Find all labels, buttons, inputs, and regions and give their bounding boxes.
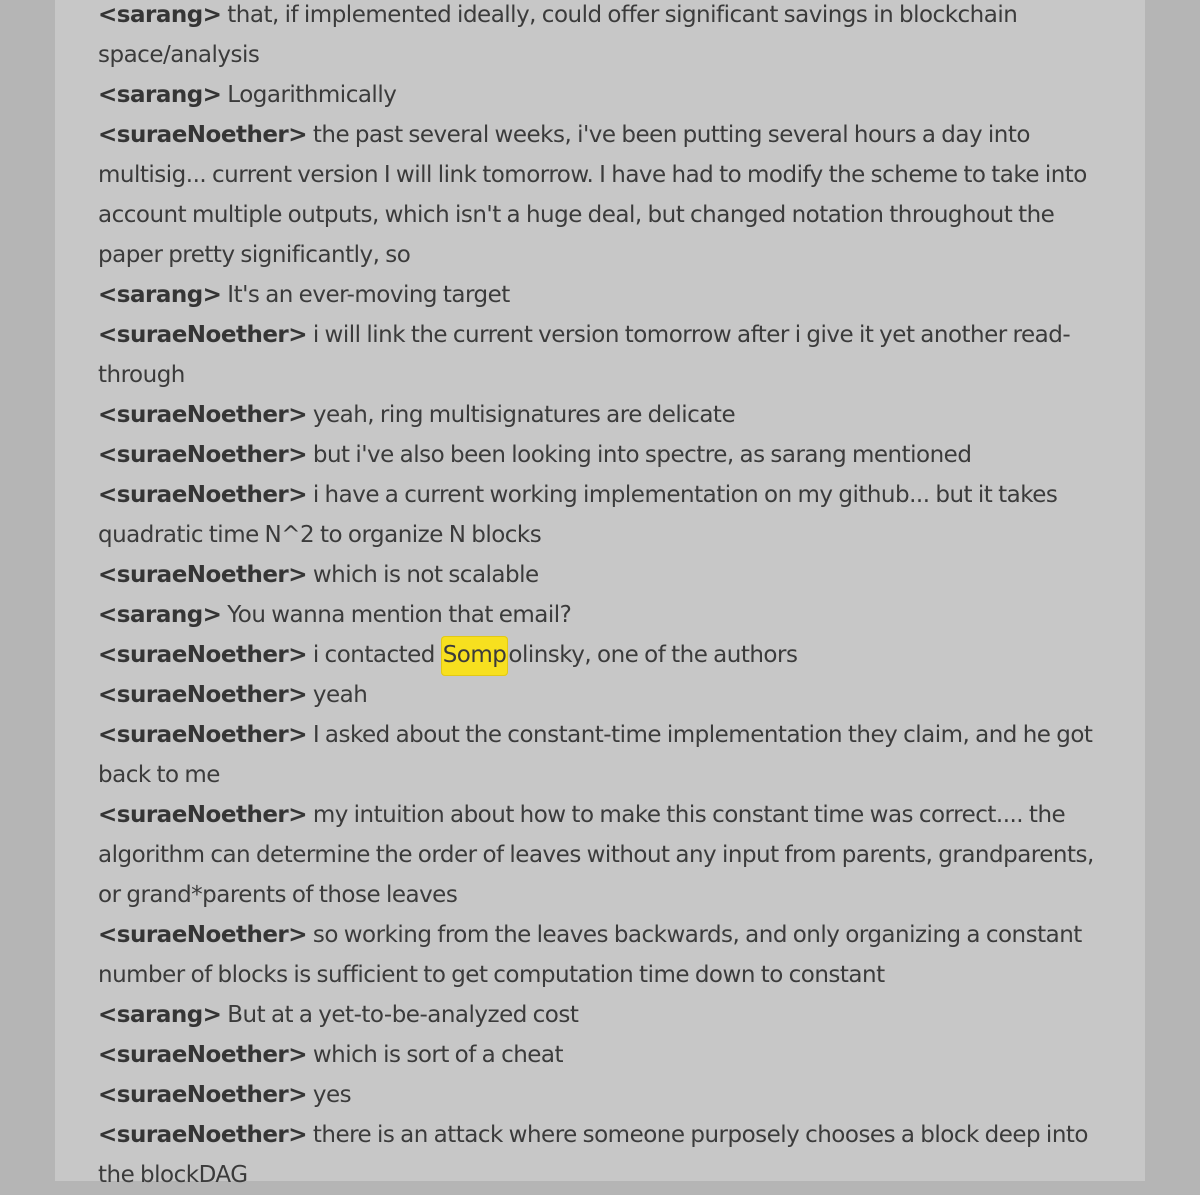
nick: <sarang> xyxy=(98,1002,222,1028)
nick: <suraeNoether> xyxy=(98,682,308,708)
chat-line xyxy=(98,0,1108,75)
nick: <suraeNoether> xyxy=(98,322,308,348)
message: But at a yet-to-be-analyzed cost xyxy=(221,1002,579,1028)
chat-line xyxy=(98,995,1108,1035)
chat-line xyxy=(98,1035,1108,1075)
message: that, if implemented ideally, could offer significant savings in blockchain space/analysis xyxy=(98,2,1018,68)
nick: <sarang> xyxy=(98,602,222,628)
chat-line xyxy=(98,635,1108,675)
nick: <suraeNoether> xyxy=(98,642,308,668)
message: my intuition about how to make this constant time was correct.... the algorithm can determine the order of leaves without any input from parents, grandparents, or grand*parents of those leaves xyxy=(98,802,1094,908)
chat-line xyxy=(98,595,1108,635)
message: which is sort of a cheat xyxy=(307,1042,564,1068)
chat-log xyxy=(98,0,1108,1195)
nick: <suraeNoether> xyxy=(98,922,308,948)
nick: <suraeNoether> xyxy=(98,722,308,748)
nick: <suraeNoether> xyxy=(98,122,308,148)
chat-line xyxy=(98,315,1108,395)
message: i contacted xyxy=(307,642,441,668)
nick: <suraeNoether> xyxy=(98,442,308,468)
nick: <suraeNoether> xyxy=(98,402,308,428)
message: yeah xyxy=(307,682,368,708)
chat-line xyxy=(98,915,1108,995)
chat-line xyxy=(98,795,1108,915)
chat-line xyxy=(98,555,1108,595)
chat-line xyxy=(98,715,1108,795)
chat-line xyxy=(98,275,1108,315)
message: It's an ever-moving target xyxy=(221,282,510,308)
chat-line xyxy=(98,1115,1108,1195)
message: yes xyxy=(307,1082,352,1108)
nick: <suraeNoether> xyxy=(98,802,308,828)
page-content xyxy=(55,0,1145,1188)
message: You wanna mention that email? xyxy=(221,602,572,628)
message: which is not scalable xyxy=(307,562,539,588)
message: yeah, ring multisignatures are delicate xyxy=(307,402,736,428)
nick: <sarang> xyxy=(98,82,222,108)
chat-line xyxy=(98,675,1108,715)
message: so working from the leaves backwards, and only organizing a constant number of blocks is sufficient to get computation time down to constant xyxy=(98,922,1082,988)
message: i will link the current version tomorrow after i give it yet another read-through xyxy=(98,322,1071,388)
message: I asked about the constant-time implementation they claim, and he got back to me xyxy=(98,722,1093,788)
nick: <suraeNoether> xyxy=(98,1082,308,1108)
nick: <sarang> xyxy=(98,282,222,308)
chat-line xyxy=(98,1075,1108,1115)
search-highlight: Somp xyxy=(441,636,509,676)
nick: <suraeNoether> xyxy=(98,1122,308,1148)
chat-line xyxy=(98,115,1108,275)
nick: <suraeNoether> xyxy=(98,562,308,588)
nick: <suraeNoether> xyxy=(98,482,308,508)
nick: <sarang> xyxy=(98,2,222,28)
nick: <suraeNoether> xyxy=(98,1042,308,1068)
message-continuation: olinsky, one of the authors xyxy=(508,642,798,668)
chat-line xyxy=(98,435,1108,475)
chat-line xyxy=(98,75,1108,115)
message: the past several weeks, i've been putting several hours a day into multisig... current version I will link tomorrow. I have had to modify the scheme to take into account multiple outputs, which isn't a huge deal, but changed notation throughout the paper pretty significantly, so xyxy=(98,122,1087,268)
message: there is an attack where someone purposely chooses a block deep into the blockDAG xyxy=(98,1122,1088,1188)
chat-line xyxy=(98,395,1108,435)
message: i have a current working implementation on my github... but it takes quadratic time N^2 to organize N blocks xyxy=(98,482,1058,548)
message: Logarithmically xyxy=(221,82,397,108)
message: but i've also been looking into spectre, as sarang mentioned xyxy=(307,442,972,468)
chat-line xyxy=(98,475,1108,555)
